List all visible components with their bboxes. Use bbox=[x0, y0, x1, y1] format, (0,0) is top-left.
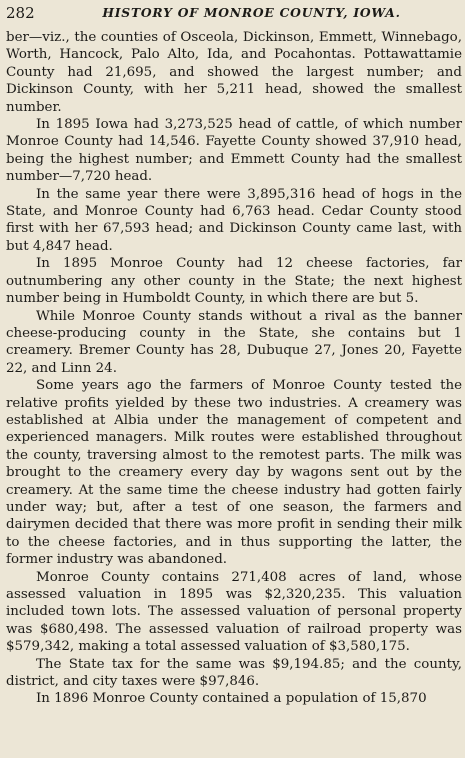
body-text bbox=[6, 29, 462, 708]
page-header bbox=[6, 2, 461, 22]
paragraph: Monroe County contains 271,408 acres of land, whose assessed valuation in 1895 was $2,320,235. This valuation included town lots. The assessed valuation of personal property was $680,498. The assessed valuation of railroad property was $579,342, making a total assessed valuation of $3,580,175. bbox=[6, 569, 462, 655]
paragraph: In the same year there were 3,895,316 head of hogs in the State, and Monroe County had 6,763 head. Cedar County stood first with her 67,593 head; and Dickinson County came last, with but 4,847 head. bbox=[6, 186, 462, 254]
paragraph: While Monroe County stands without a rival as the banner cheese-producing county in the State, she contains but 1 creamery. Bremer County has 28, Dubuque 27, Jones 20, Fayette 22, and Linn 24. bbox=[6, 308, 462, 376]
paragraph: In 1895 Iowa had 3,273,525 head of cattle, of which number Monroe County had 14,546. Fayette County showed 37,910 head, being the highest number; and Emmett County had the smallest number—7,720 head. bbox=[6, 117, 462, 185]
paragraph: In 1895 Monroe County had 12 cheese factories, far outnumbering any other county in the State; the next highest number being in Humboldt County, in which there are but 5. bbox=[6, 256, 462, 307]
paragraph-continued: ber—viz., the counties of Osceola, Dickinson, Emmett, Winnebago, Worth, Hancock, Palo Alto, Ida, and Pocahontas. Pottawattamie County had 21,695, and showed the largest number; and Dickinson County, with her 5,211 head, showed the smallest number. bbox=[6, 30, 462, 115]
paragraph: The State tax for the same was $9,194.85; and the county, district, and city taxes were $97,846. bbox=[6, 656, 462, 690]
page-number: 282 bbox=[6, 4, 35, 22]
paragraph: Some years ago the farmers of Monroe County tested the relative profits yielded by these two industries. A creamery was established at Albia under the management of competent and experienced managers. Milk routes were established throughout the county, traversing almost to the remotest parts. The milk was brought to the creamery every day by wagons sent out by the creamery. At the same time the cheese industry had gotten fairly under way; but, after a test of one season, the farmers and dairymen decided that there was more profit in sending their milk to the cheese factories, and in thus supporting the latter, the former industry was abandoned. bbox=[6, 378, 462, 568]
paragraph: In 1896 Monroe County contained a population of 15,870 bbox=[36, 691, 427, 707]
running-head: HISTORY OF MONROE COUNTY, IOWA. bbox=[102, 5, 401, 20]
